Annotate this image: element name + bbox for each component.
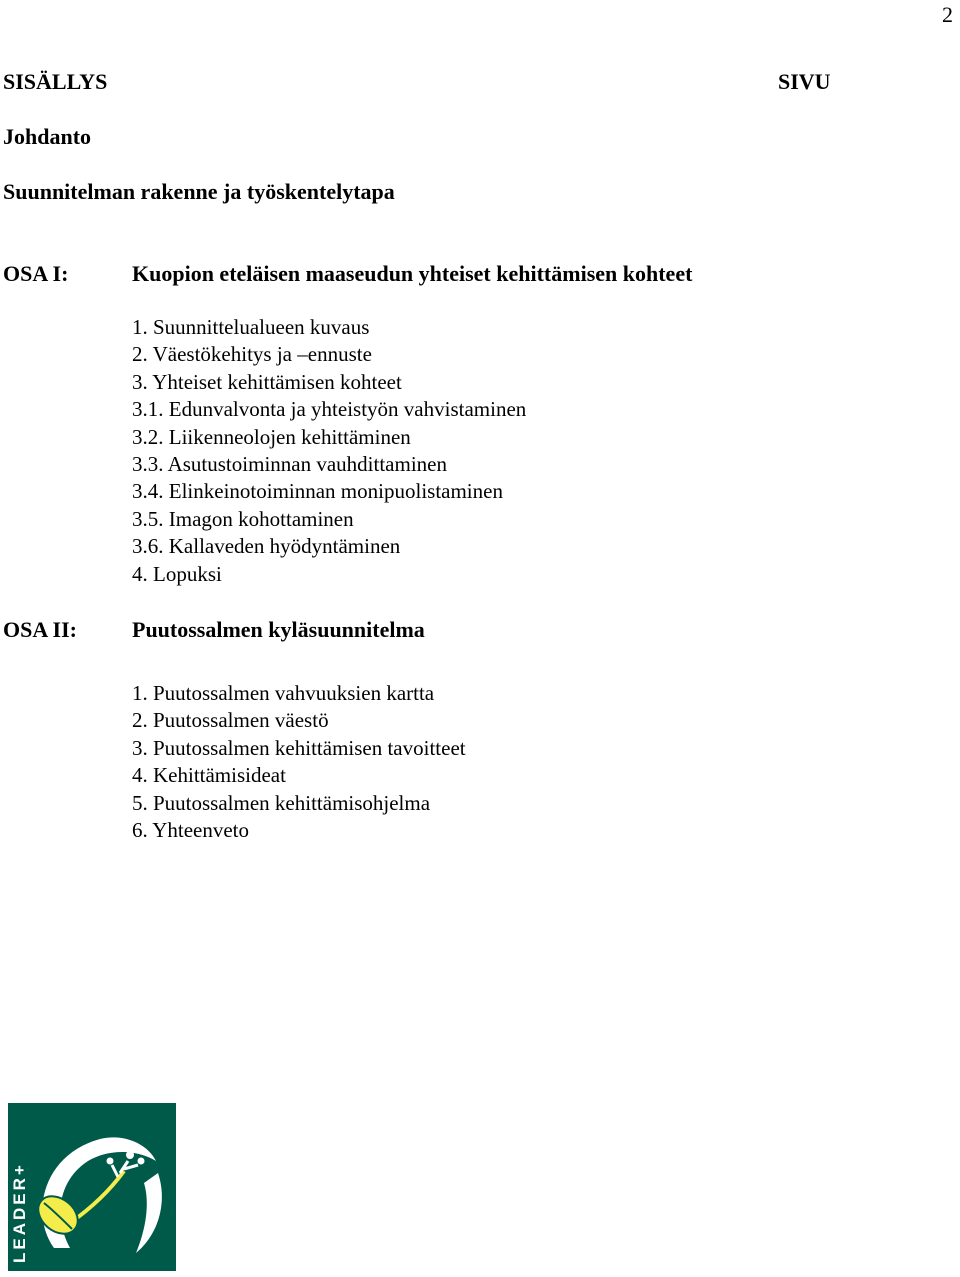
toc-title: SISÄLLYS — [3, 69, 108, 94]
part2-title: Puutossalmen kyläsuunnitelma — [132, 617, 425, 642]
list-item: 3.1. Edunvalvonta ja yhteistyön vahvistaminen — [132, 397, 527, 422]
logo-bud — [107, 1158, 114, 1165]
list-item: 3. Yhteiset kehittämisen kohteet — [132, 369, 402, 394]
leader-plus-logo — [8, 1103, 176, 1271]
list-item: 5. Puutossalmen kehittämisohjelma — [132, 790, 431, 815]
logo-wordmark: LEADER+ — [10, 1162, 29, 1263]
list-item: 6. Yhteenveto — [132, 817, 250, 842]
logo-bud — [126, 1151, 134, 1159]
page-number: 2 — [942, 2, 953, 27]
list-item: 3.5. Imagon kohottaminen — [132, 506, 354, 531]
page-column-header: SIVU — [778, 69, 831, 94]
list-item: 3.6. Kallaveden hyödyntäminen — [132, 534, 401, 559]
list-item: 3.3. Asutustoiminnan vauhdittaminen — [132, 451, 447, 476]
list-item: 1. Puutossalmen vahvuuksien kartta — [132, 681, 435, 705]
part1-label: OSA I: — [3, 261, 69, 286]
toc-entry-introduction: Johdanto — [3, 124, 92, 149]
toc-entry-structure: Suunnitelman rakenne ja työskentelytapa — [3, 179, 395, 204]
logo-bud — [138, 1158, 145, 1165]
list-item: 4. Lopuksi — [132, 561, 222, 586]
part2-list — [132, 680, 466, 844]
part2-label: OSA II: — [3, 617, 77, 642]
list-item: 4. Kehittämisideat — [132, 763, 286, 788]
list-item: 3. Puutossalmen kehittämisen tavoitteet — [132, 735, 466, 760]
list-item: 2. Väestökehitys ja –ennuste — [132, 342, 372, 367]
part1-list — [132, 314, 526, 588]
part1-title: Kuopion eteläisen maaseudun yhteiset kehittämisen kohteet — [132, 261, 693, 286]
list-item: 3.2. Liikenneolojen kehittäminen — [132, 424, 411, 449]
list-item: 1. Suunnittelualueen kuvaus — [132, 315, 370, 339]
list-item: 2. Puutossalmen väestö — [132, 708, 329, 733]
list-item: 3.4. Elinkeinotoiminnan monipuolistaminen — [132, 479, 503, 504]
